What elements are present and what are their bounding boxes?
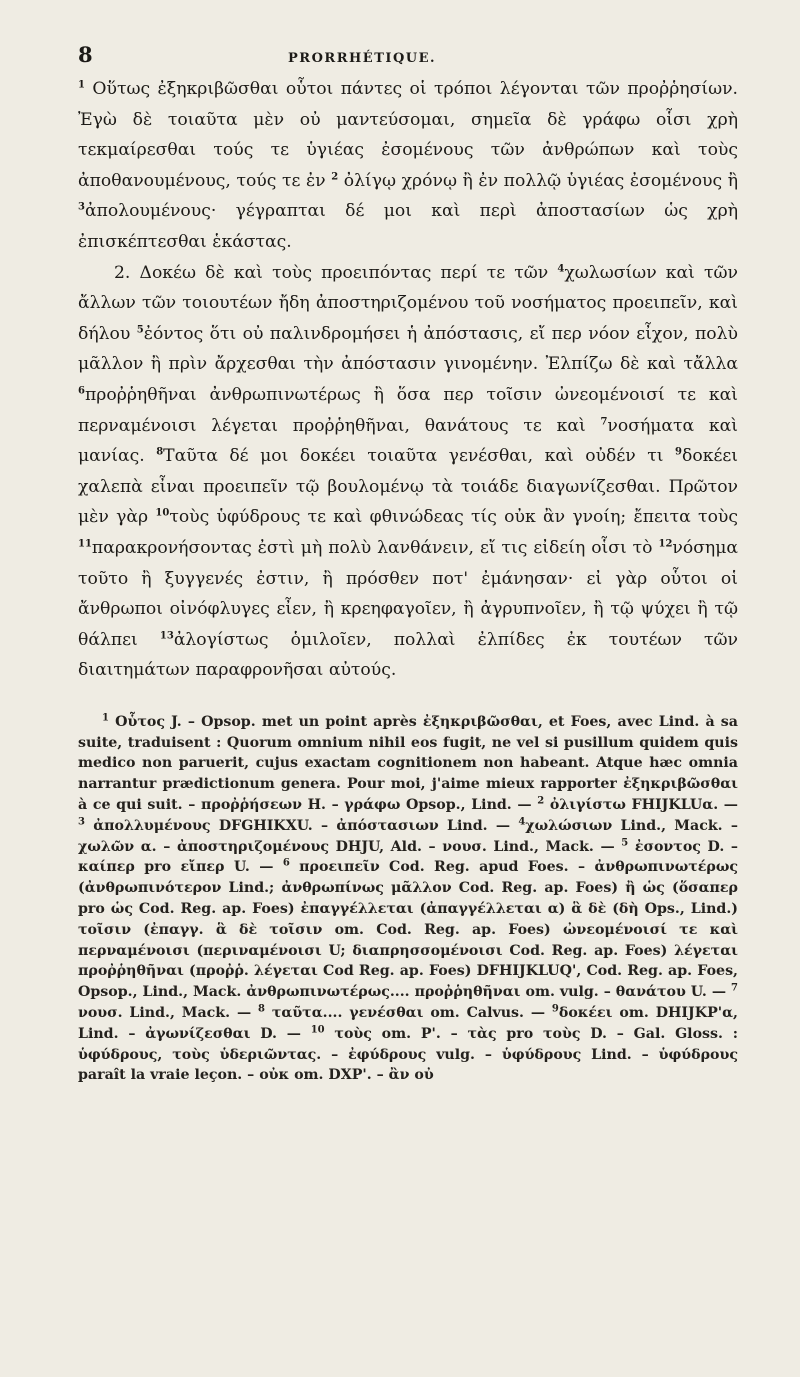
text-segment: προῤῥηθῆναι ἀνθρωπινωτέρως ἢ ὅσα περ τοῖσιν ὠνεομένοισί τε καὶ περναμένοισι λέγεται προῤῥηθῆναι, θανάτους τε καὶ bbox=[78, 384, 738, 436]
text-segment: νοσήματα καὶ μανίας. bbox=[78, 415, 738, 467]
footnote-text: ὀλιγίστω FHIJKLUα. — bbox=[549, 797, 738, 814]
footnote-text: χωλώσιων Lind., Mack. – χωλῶν α. – ἀποστηριζομένους DHJU, Ald. – νουσ. Lind., Mack. — bbox=[78, 817, 738, 855]
footnote-ref-1: 1 bbox=[78, 79, 85, 91]
footnote-number-6: 6 bbox=[282, 857, 290, 869]
footnote-number-5: 5 bbox=[621, 836, 629, 848]
text-segment: ἀπολουμένους· γέγραπται δέ μοι καὶ περὶ ἀποστασίων ὡς χρὴ ἐπισκέπτεσθαι ἑκάστας. bbox=[78, 201, 738, 252]
main-text bbox=[78, 74, 738, 686]
paragraph-2 bbox=[78, 258, 738, 686]
footnote-text: ταῦτα.... γενέσθαι om. Calvus. — bbox=[271, 1005, 546, 1022]
footnote-ref-8: 8 bbox=[156, 446, 164, 458]
page-header bbox=[78, 42, 738, 72]
text-segment: 2. Δοκέω δὲ καὶ τοὺς προειπόντας περί τε τῶν bbox=[114, 262, 549, 283]
footnote-text: δοκέει om. DHIJKP'α, Lind. – ἀγωνίζεσθαι D. — bbox=[78, 1005, 738, 1042]
footnote-ref-12: 12 bbox=[658, 538, 673, 550]
footnote-number-8: 8 bbox=[258, 1003, 265, 1015]
text-segment: χωλωσίων καὶ τῶν ἄλλων τῶν τοιουτέων ἤδη ἀποστηριζομένου τοῦ νοσήματος προειπεῖν, καὶ δήλου bbox=[78, 262, 739, 344]
footnote-ref-13: 13 bbox=[159, 629, 174, 641]
footnote-number-2: 2 bbox=[537, 795, 545, 807]
text-segment: ὀλίγῳ χρόνῳ ἢ ἐν πολλῷ ὑγιέας ἐσομένους ἢ bbox=[343, 170, 739, 191]
text-segment: ἀλογίστως ὁμιλοῖεν, πολλαὶ ἐλπίδες ἐκ τουτέων τῶν διαιτημάτων παραφρονῆσαι αὐτούς. bbox=[78, 629, 739, 681]
footnote-number-9: 9 bbox=[551, 1003, 559, 1015]
footnote-ref-3: 3 bbox=[78, 201, 85, 213]
text-segment: νόσημα τοῦτο ἢ ξυγγενές ἐστιν, ἢ πρόσθεν ποτ' ἐμάνησαν· εἰ γὰρ οὗτοι οἱ ἄνθρωποι οἰνόφλυγες εἶεν, ἢ κρεηφαγοῖεν, ἢ ἀγρυπνοῖεν, ἢ τῷ ψύχει ἢ τῷ θάλπει bbox=[78, 537, 739, 650]
footnote-ref-9: 9 bbox=[675, 446, 682, 458]
footnote-ref-11: 11 bbox=[78, 538, 92, 550]
footnote-ref-10: 10 bbox=[155, 507, 170, 519]
text-segment: τοὺς ὑφύδρους τε καὶ φθινώδεας τίς οὐκ ἂν γνοίη; ἔπειτα τοὺς bbox=[169, 507, 738, 528]
footnote-number-4: 4 bbox=[518, 816, 526, 828]
text-segment: δοκέει χαλεπὰ εἶναι προειπεῖν τῷ βουλομένῳ τὰ τοιάδε διαγωνίζεσθαι. Πρῶτον μὲν γὰρ bbox=[78, 446, 738, 528]
footnote-text: τοὺς om. P'. – τὰς pro τοὺς D. – Gal. Gloss. : ὑφύδρους, τοὺς ὑδεριῶντας. – ἐφύδρους vulg. – ὑφύδρους Lind. – ὑφύδρους paraît la vraie leçon. – οὐκ om. DXP'. – ἂν οὐ bbox=[78, 1025, 738, 1084]
footnote-number-7: 7 bbox=[731, 982, 738, 994]
footnote-text: ἐσοντος D. – καίπερ pro εἴπερ U. — bbox=[78, 838, 738, 876]
footnote-text: ἀπολλυμένους DFGHIKXU. – ἀπόστασιων Lind. — bbox=[93, 817, 511, 834]
footnote-text: Οὗτος J. – Opsop. met un point après ἐξηκριβῶσθαι, et Foes, avec Lind. à sa suite, traduisent : Quorum omnium nihil eos fugit, ne vel si pusillum quidem quis medico non paruerit, cujus exactam cognitionem non habeant. Atque hæc omnia narrantur prædictionum genera. Pour moi, j'aime mieux rapporter ἐξηκριβῶσθαι à ce qui suit. – προῤῥήσεων H. – γράφω Opsop., Lind. — bbox=[78, 713, 738, 814]
running-head: PRORRHÉTIQUE. bbox=[288, 51, 437, 66]
text-segment: Οὕτως ἐξηκριβῶσθαι οὗτοι πάντες οἱ τρόποι λέγονται τῶν προῤῥησίων. Ἐγὼ δὲ τοιαῦτα μὲν οὐ μαντεύσομαι, σημεῖα δὲ γράφω οἷσι χρὴ τεκμαίρεσθαι τούς τε ὑγιέας ἐσομένους τῶν ἀνθρώπων καὶ τοὺς ἀποθανουμένους, τούς τε ἐν bbox=[78, 79, 739, 191]
paragraph-1 bbox=[78, 74, 738, 258]
text-segment: Ταῦτα δέ μοι δοκέει τοιαῦτα γενέσθαι, καὶ οὐδέν τι bbox=[163, 446, 664, 467]
footnote-ref-4: 4 bbox=[557, 262, 565, 274]
footnote-ref-6: 6 bbox=[78, 385, 85, 397]
text-segment: παρακρονήσοντας ἐστὶ μὴ πολὺ λανθάνειν, εἴ τις εἰδείη οἷσι τὸ bbox=[91, 537, 653, 558]
text-segment: ἐόντος ὅτι οὐ παλινδρομήσει ἡ ἀπόστασις, εἴ περ νόον εἶχον, πολὺ μᾶλλον ἢ πρὶν ἄρχεσθαι τὴν ἀπόστασιν γινομένην. Ἐλπίζω δὲ καὶ τἄλλα bbox=[78, 323, 738, 375]
footnote-number-1: 1 bbox=[102, 712, 109, 724]
footnotes bbox=[78, 712, 738, 1086]
footnote-text: προειπεῖν Cod. Reg. apud Foes. – ἀνθρωπινωτέρως (ἀνθρωπινότερον Lind.; ἀνθρωπίνως μᾶλλον Cod. Reg. ap. Foes) ἢ ὡς (ὅσαπερ pro ὡς Cod. Reg. ap. Foes) ἐπαγγέλλεται (ἀπαγγέλλεται α) ἃ δὲ (δὴ Ops., Lind.) τοῖσιν (ἐπαγγ. ἃ δὲ τοῖσιν om. Cod. Reg. ap. Foes) ὠνεομένοισί τε καὶ περναμένοισι (περιναμένοισι U; διαπρησσομένοισι Cod. Reg. ap. Foes) λέγεται προῤῥηθῆναι (προῤῥ. λέγεται Cod Reg. ap. Foes) DFHIJKLUQ', Cod. Reg. ap. Foes, Opsop., Lind., Mack. ἀνθρωπινωτέρως.... προῤῥηθῆναι om. vulg. – θανάτου U. — bbox=[78, 859, 738, 1001]
footnote-number-3: 3 bbox=[78, 816, 85, 828]
footnote-block bbox=[78, 712, 738, 1086]
footnote-ref-2: 2 bbox=[331, 171, 339, 183]
footnote-number-10: 10 bbox=[310, 1024, 325, 1036]
page-number: 8 bbox=[78, 42, 93, 67]
footnote-ref-7: 7 bbox=[600, 415, 608, 427]
footnote-text: νουσ. Lind., Mack. — bbox=[78, 1005, 252, 1022]
footnote-ref-5: 5 bbox=[136, 324, 144, 336]
